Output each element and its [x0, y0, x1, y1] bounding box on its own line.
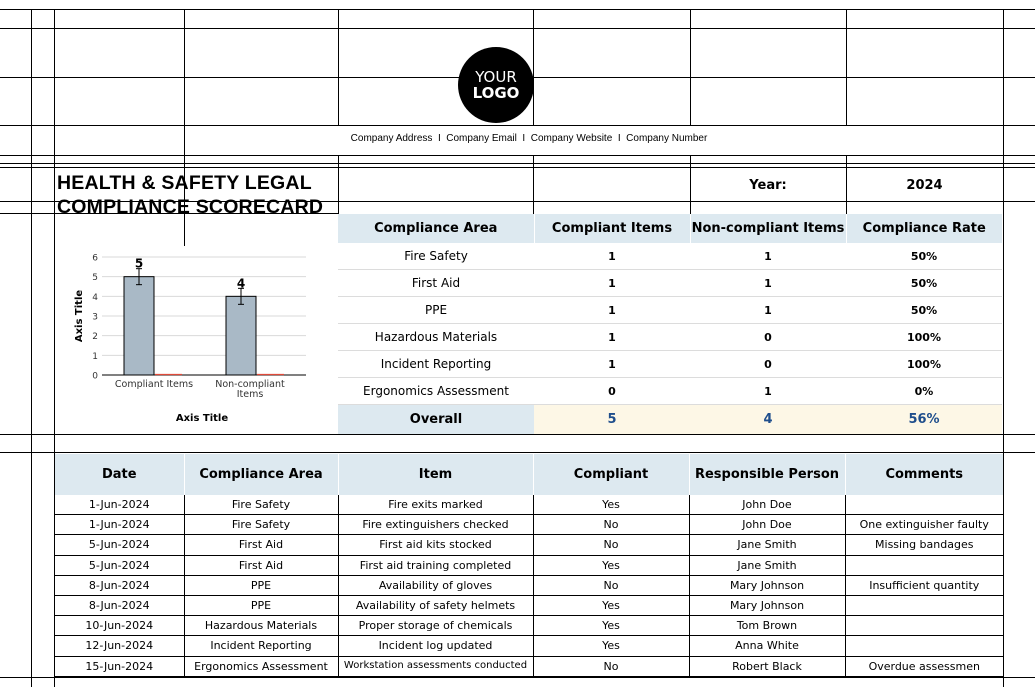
table-row — [55, 495, 1003, 515]
grid-row-line — [0, 125, 1035, 126]
summary-header-area: Compliance Area — [338, 214, 534, 243]
chart-bar — [226, 296, 256, 375]
year-value: 2024 — [906, 178, 943, 193]
overall-rate: 56% — [846, 405, 1002, 435]
details-header-comments: Comments — [845, 454, 1003, 495]
detail-compliant: Yes — [533, 495, 689, 515]
year-label: Year: — [749, 178, 787, 193]
summary-header-compliant: Compliant Items — [534, 214, 690, 243]
detail-comment: One extinguisher faulty — [845, 515, 1003, 535]
detail-item: Incident log updated — [338, 636, 533, 656]
details-table — [55, 454, 1003, 677]
compliance-bar-chart — [56, 246, 312, 434]
summary-cell-rate: 50% — [846, 297, 1002, 324]
x-tick-label: Non-compliant Items — [215, 379, 285, 400]
y-tick-label: 0 — [92, 371, 98, 382]
data-label: 5 — [134, 256, 144, 271]
x-tick-label: Compliant Items — [114, 379, 194, 390]
summary-cell-compliant: 0 — [534, 378, 690, 405]
summary-cell-area: Ergonomics Assessment — [338, 378, 534, 405]
detail-compliant: Yes — [533, 555, 689, 575]
detail-area: Fire Safety — [184, 495, 338, 515]
detail-date: 1-Jun-2024 — [55, 515, 184, 535]
y-axis-title: Axis Title — [74, 289, 85, 343]
detail-item: First aid kits stocked — [338, 535, 533, 555]
detail-comment: Overdue assessmen — [845, 656, 1003, 676]
table-row — [55, 555, 1003, 575]
detail-person: John Doe — [689, 495, 845, 515]
table-row — [55, 636, 1003, 656]
summary-row — [338, 351, 1002, 378]
detail-item: Workstation assessments conducted — [338, 656, 533, 676]
summary-cell-noncompliant: 1 — [690, 378, 846, 405]
detail-comment: Missing bandages — [845, 535, 1003, 555]
detail-compliant: Yes — [533, 595, 689, 615]
summary-header-rate: Compliance Rate — [846, 214, 1002, 243]
summary-cell-noncompliant: 1 — [690, 243, 846, 270]
summary-row — [338, 324, 1002, 351]
detail-compliant: Yes — [533, 616, 689, 636]
grid-row-line — [0, 452, 1035, 453]
detail-comment — [845, 616, 1003, 636]
grid-column-line — [31, 9, 32, 687]
data-label: 4 — [236, 276, 246, 291]
summary-cell-area: Hazardous Materials — [338, 324, 534, 351]
detail-person: Mary Johnson — [689, 575, 845, 595]
detail-person: Robert Black — [689, 656, 845, 676]
detail-area: PPE — [184, 595, 338, 615]
detail-item: Fire exits marked — [338, 495, 533, 515]
x-axis-title: Axis Title — [175, 413, 229, 424]
overall-label: Overall — [338, 405, 534, 435]
detail-date: 10-Jun-2024 — [55, 616, 184, 636]
detail-area: First Aid — [184, 555, 338, 575]
logo-text-line1: YOUR — [475, 68, 517, 86]
overall-compliant: 5 — [534, 405, 690, 435]
grid-column-line — [533, 156, 534, 214]
details-header-row — [55, 454, 1003, 495]
grid-row-line — [0, 155, 1035, 156]
grid-row-line — [0, 167, 1035, 168]
detail-person: Jane Smith — [689, 555, 845, 575]
details-header-date: Date — [55, 454, 184, 495]
detail-date: 5-Jun-2024 — [55, 535, 184, 555]
detail-date: 1-Jun-2024 — [55, 495, 184, 515]
summary-cell-compliant: 1 — [534, 243, 690, 270]
grid-column-line — [533, 9, 534, 126]
detail-area: Hazardous Materials — [184, 616, 338, 636]
summary-cell-area: Fire Safety — [338, 243, 534, 270]
detail-item: Proper storage of chemicals — [338, 616, 533, 636]
details-header-person: Responsible Person — [689, 454, 845, 495]
y-tick-label: 5 — [92, 273, 98, 284]
grid-row-line — [0, 677, 1035, 678]
detail-item: Fire extinguishers checked — [338, 515, 533, 535]
page-title: HEALTH & SAFETY LEGAL COMPLIANCE SCORECARD — [57, 172, 324, 218]
summary-cell-noncompliant: 1 — [690, 297, 846, 324]
detail-area: PPE — [184, 575, 338, 595]
table-row — [55, 656, 1003, 676]
detail-item: Availability of gloves — [338, 575, 533, 595]
summary-cell-noncompliant: 0 — [690, 351, 846, 378]
grid-column-line — [338, 9, 339, 126]
summary-cell-area: PPE — [338, 297, 534, 324]
summary-cell-compliant: 1 — [534, 270, 690, 297]
grid-row-line — [0, 28, 1035, 29]
summary-cell-compliant: 1 — [534, 324, 690, 351]
detail-person: Jane Smith — [689, 535, 845, 555]
summary-cell-compliant: 1 — [534, 297, 690, 324]
summary-row — [338, 270, 1002, 297]
grid-row-line — [338, 201, 1035, 202]
detail-comment — [845, 555, 1003, 575]
summary-cell-noncompliant: 0 — [690, 324, 846, 351]
detail-compliant: No — [533, 535, 689, 555]
summary-cell-rate: 100% — [846, 324, 1002, 351]
company-info-line: Company Address I Company Email I Company Website I Company Number — [350, 133, 708, 144]
detail-area: Fire Safety — [184, 515, 338, 535]
overall-noncompliant: 4 — [690, 405, 846, 435]
summary-row — [338, 297, 1002, 324]
grid-row-line — [0, 163, 1035, 164]
y-tick-label: 4 — [92, 292, 98, 303]
detail-person: Anna White — [689, 636, 845, 656]
y-tick-label: 6 — [92, 253, 98, 264]
detail-comment — [845, 595, 1003, 615]
y-tick-label: 1 — [92, 351, 98, 362]
table-row — [55, 575, 1003, 595]
detail-person: John Doe — [689, 515, 845, 535]
detail-person: Mary Johnson — [689, 595, 845, 615]
detail-area: First Aid — [184, 535, 338, 555]
grid-column-line — [1003, 9, 1004, 687]
details-header-area: Compliance Area — [184, 454, 338, 495]
details-header-item: Item — [338, 454, 533, 495]
summary-overall-row — [338, 405, 1002, 435]
detail-comment — [845, 495, 1003, 515]
summary-header-row — [338, 214, 1002, 243]
table-row — [55, 535, 1003, 555]
y-tick-label: 2 — [92, 332, 98, 343]
grid-column-line — [690, 9, 691, 126]
detail-comment: Insufficient quantity — [845, 575, 1003, 595]
detail-compliant: No — [533, 575, 689, 595]
detail-compliant: No — [533, 515, 689, 535]
summary-cell-rate: 0% — [846, 378, 1002, 405]
detail-item: First aid training completed — [338, 555, 533, 575]
summary-table — [338, 214, 1002, 435]
table-row — [55, 515, 1003, 535]
table-row — [55, 616, 1003, 636]
detail-date: 12-Jun-2024 — [55, 636, 184, 656]
summary-cell-noncompliant: 1 — [690, 270, 846, 297]
chart-bar — [124, 277, 154, 375]
detail-date: 8-Jun-2024 — [55, 595, 184, 615]
table-row — [55, 595, 1003, 615]
summary-cell-area: Incident Reporting — [338, 351, 534, 378]
summary-cell-rate: 100% — [846, 351, 1002, 378]
y-tick-label: 3 — [92, 312, 98, 323]
summary-header-noncompliant: Non-compliant Items — [690, 214, 846, 243]
details-header-compliant: Compliant — [533, 454, 689, 495]
grid-column-line — [846, 9, 847, 126]
detail-comment — [845, 636, 1003, 656]
detail-compliant: No — [533, 656, 689, 676]
summary-cell-compliant: 1 — [534, 351, 690, 378]
detail-person: Tom Brown — [689, 616, 845, 636]
detail-date: 5-Jun-2024 — [55, 555, 184, 575]
grid-row-line — [0, 9, 1035, 10]
summary-cell-area: First Aid — [338, 270, 534, 297]
detail-item: Availability of safety helmets — [338, 595, 533, 615]
detail-date: 8-Jun-2024 — [55, 575, 184, 595]
summary-row — [338, 378, 1002, 405]
detail-date: 15-Jun-2024 — [55, 656, 184, 676]
logo-text-line2: LOGO — [472, 84, 520, 102]
summary-row — [338, 243, 1002, 270]
detail-area: Incident Reporting — [184, 636, 338, 656]
summary-cell-rate: 50% — [846, 243, 1002, 270]
detail-area: Ergonomics Assessment — [184, 656, 338, 676]
detail-compliant: Yes — [533, 636, 689, 656]
company-logo — [458, 47, 534, 123]
summary-cell-rate: 50% — [846, 270, 1002, 297]
